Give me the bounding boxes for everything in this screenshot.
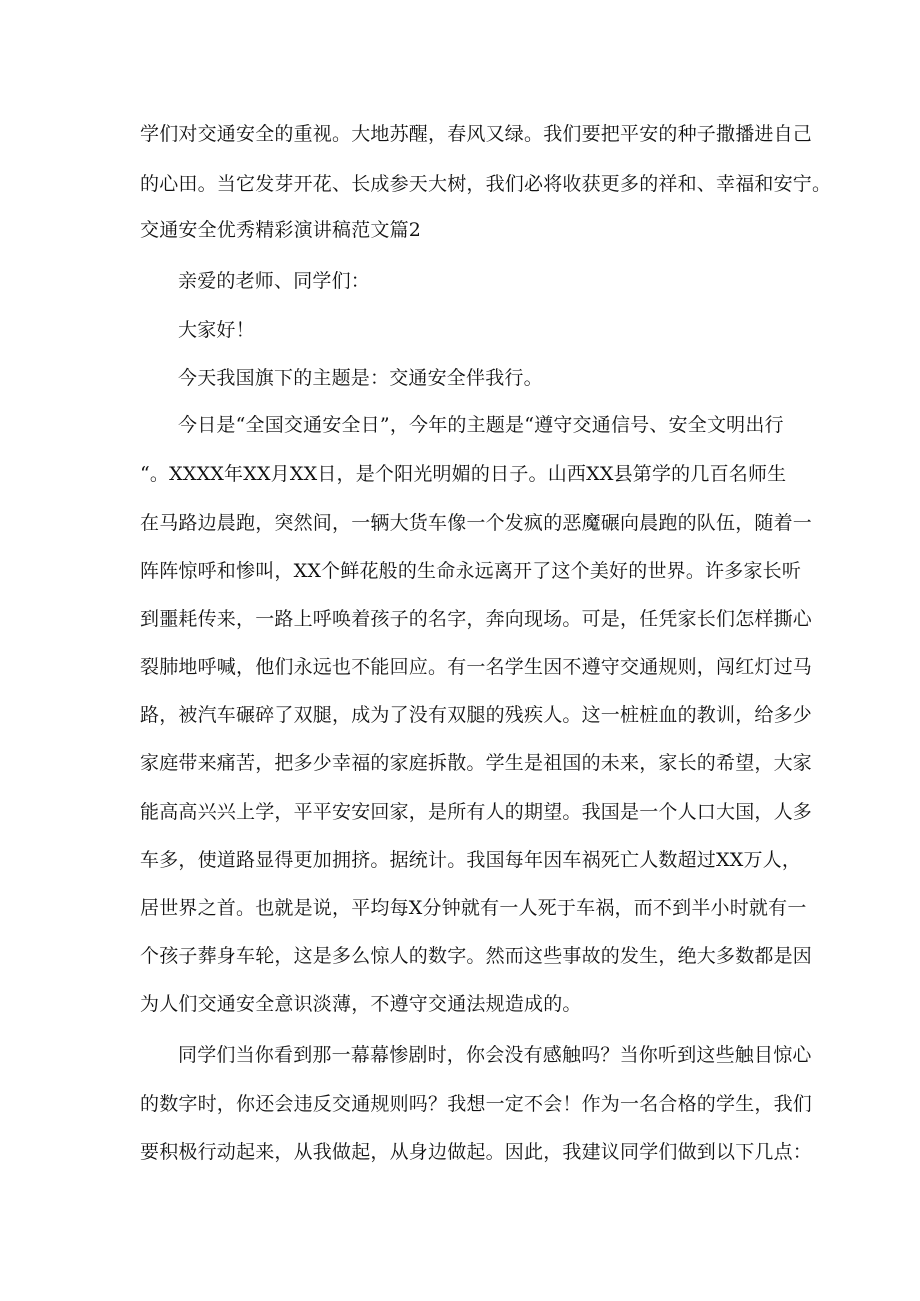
intro-line-2: 的心田。当它发芽开花、长成参天大树，我们必将收获更多的祥和、幸福和安宁。 — [140, 173, 832, 195]
paragraph-2-line: 的数字时，你还会违反交通规则吗？我想一定不会！作为一名合格的学生，我们 — [140, 1093, 813, 1115]
salutation: 亲爱的老师、同学们： — [178, 270, 371, 292]
paragraph-2-line: 同学们当你看到那一幕幕惨剧时，你会没有感触吗？当你听到这些触目惊心 — [178, 1044, 812, 1066]
section-title: 交通安全优秀精彩演讲稿范文篇2 — [140, 219, 422, 241]
paragraph-1-line: 今日是“全国交通安全日”，今年的主题是“遵守交通信号、安全文明出行 — [178, 414, 784, 436]
theme-line: 今天我国旗下的主题是：交通安全伴我行。 — [178, 367, 543, 389]
greeting: 大家好！ — [178, 319, 255, 341]
paragraph-1-line: 车多，使道路显得更加拥挤。据统计。我国每年因车祸死亡人数超过XX万人， — [140, 849, 802, 871]
paragraph-1-line: “。XXXX年XX月XX日，是个阳光明媚的日子。山西XX县第学的几百名师生 — [140, 463, 787, 485]
paragraph-1-line: 居世界之首。也就是说，平均每X分钟就有一人死于车祸，而不到半小时就有一 — [140, 897, 807, 919]
paragraph-1-line: 路，被汽车碾碎了双腿，成为了没有双腿的残疾人。这一桩桩血的教训，给多少 — [140, 704, 813, 726]
paragraph-2-line: 要积极行动起来，从我做起，从身边做起。因此，我建议同学们做到以下几点： — [140, 1141, 813, 1163]
intro-line-1: 学们对交通安全的重视。大地苏醒，春风又绿。我们要把平安的种子撒播进自己 — [140, 123, 813, 145]
paragraph-1-line: 个孩子葬身车轮，这是多么惊人的数字。然而这些事故的发生，绝大多数都是因 — [140, 945, 813, 967]
paragraph-1-line: 裂肺地呼喊，他们永远也不能回应。有一名学生因不遵守交通规则，闯红灯过马 — [140, 656, 813, 678]
paragraph-1-line: 阵阵惊呼和惨叫，XX个鲜花般的生命永远离开了这个美好的世界。许多家长听 — [140, 560, 802, 582]
paragraph-1-line: 家庭带来痛苦，把多少幸福的家庭拆散。学生是祖国的未来，家长的希望，大家 — [140, 752, 813, 774]
paragraph-1-line: 为人们交通安全意识淡薄，不遵守交通法规造成的。 — [140, 993, 582, 1015]
paragraph-1-line: 能高高兴兴上学，平平安安回家，是所有人的期望。我国是一个人口大国，人多 — [140, 801, 813, 823]
paragraph-1-line: 在马路边晨跑，突然间，一辆大货车像一个发疯的恶魔碾向晨跑的队伍，随着一 — [140, 512, 813, 534]
paragraph-1-line: 到噩耗传来，一路上呼唤着孩子的名字，奔向现场。可是，任凭家长们怎样撕心 — [140, 608, 813, 630]
